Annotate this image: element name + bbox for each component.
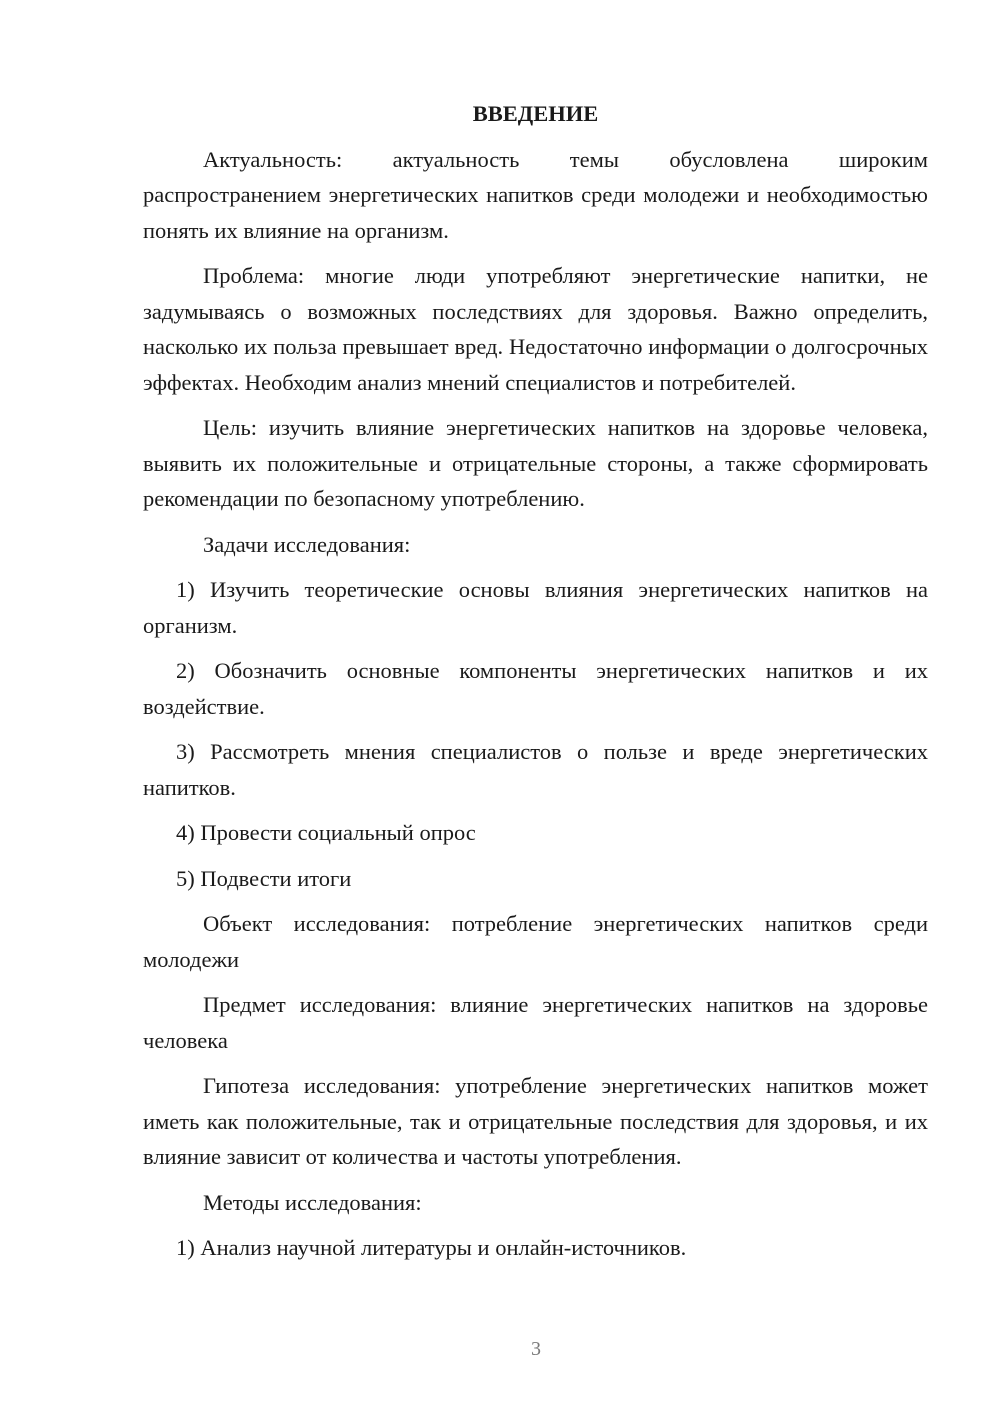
methods-heading: Методы исследования: xyxy=(203,1189,422,1215)
page-number: 3 xyxy=(531,1338,541,1360)
hypothesis-paragraph: Гипотеза исследования: употребление энергетических напитков может иметь как положительные, так и отрицательные последствия для здоровья, и их влияние зависит от количества и частоты употребления. xyxy=(143,1073,928,1169)
task-item-3: 3) Рассмотреть мнения специалистов о пользе и вреде энергетических напитков. xyxy=(143,739,928,800)
task-item-4: 4) Провести социальный опрос xyxy=(176,820,476,845)
tasks-heading: Задачи исследования: xyxy=(203,531,411,557)
section-title: ВВЕДЕНИЕ xyxy=(472,101,599,126)
object-paragraph: Объект исследования: потребление энергетических напитков среди молодежи xyxy=(143,911,928,972)
task-item-5: 5) Подвести итоги xyxy=(176,865,352,891)
goal-paragraph: Цель: изучить влияние энергетических напитков на здоровье человека, выявить их положительные и отрицательные стороны, а также сформировать рекомендации по безопасному употреблению. xyxy=(143,415,928,511)
document-body xyxy=(143,96,928,1276)
subject-paragraph: Предмет исследования: влияние энергетических напитков на здоровье человека xyxy=(143,992,928,1053)
task-item-1: 1) Изучить теоретические основы влияния энергетических напитков на организм. xyxy=(143,577,928,638)
method-item-1: 1) Анализ научной литературы и онлайн-источников. xyxy=(176,1235,687,1260)
problem-paragraph: Проблема: многие люди употребляют энергетические напитки, не задумываясь о возможных последствиях для здоровья. Важно определить, насколько их польза превышает вред. Недостаточно информации о долгосрочных эффектах. Необходим анализ мнений специалистов и потребителей. xyxy=(143,263,928,395)
relevance-paragraph: Актуальность: актуальность темы обусловлена широким распространением энергетических напитков среди молодежи и необходимостью понять их влияние на организм. xyxy=(143,146,928,243)
task-item-2: 2) Обозначить основные компоненты энергетических напитков и их воздействие. xyxy=(143,658,928,719)
